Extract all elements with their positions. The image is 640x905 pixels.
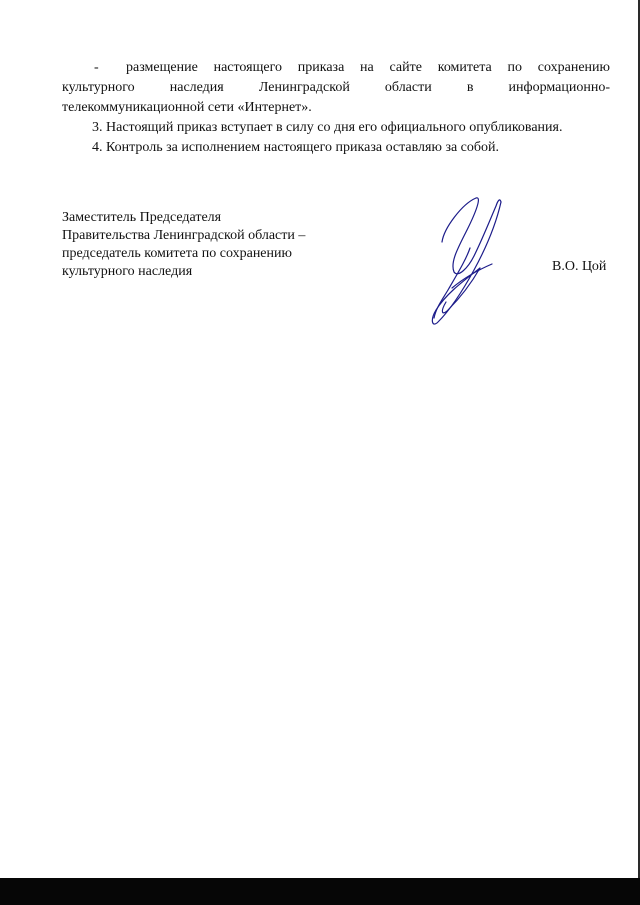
item-3-effective-date: 3. Настоящий приказ вступает в силу со дня его официального опубликования.	[92, 120, 563, 135]
position-line-3: председатель комитета по сохранению	[62, 246, 292, 261]
position-line-4: культурного наследия	[62, 264, 193, 279]
scan-border-bottom	[0, 878, 640, 905]
website-paragraph-line-2: культурного наследия Ленинградской области в информационно-	[62, 80, 610, 95]
position-line-1: Заместитель Председателя	[62, 210, 222, 225]
document-body	[62, 58, 610, 158]
website-paragraph-text-1: размещение настоящего приказа на сайте комитета по сохранению	[126, 60, 610, 75]
website-paragraph-line-1	[62, 58, 610, 78]
website-paragraph-line-3: телекоммуникационной сети «Интернет».	[62, 100, 312, 115]
item-4-control: 4. Контроль за исполнением настоящего приказа оставляю за собой.	[92, 140, 500, 155]
handwritten-signature	[412, 190, 512, 330]
position-line-2: Правительства Ленинградской области –	[62, 228, 306, 243]
list-dash: -	[94, 60, 99, 75]
signatory-position	[62, 209, 362, 281]
signer-name: В.О. Цой	[552, 259, 607, 274]
